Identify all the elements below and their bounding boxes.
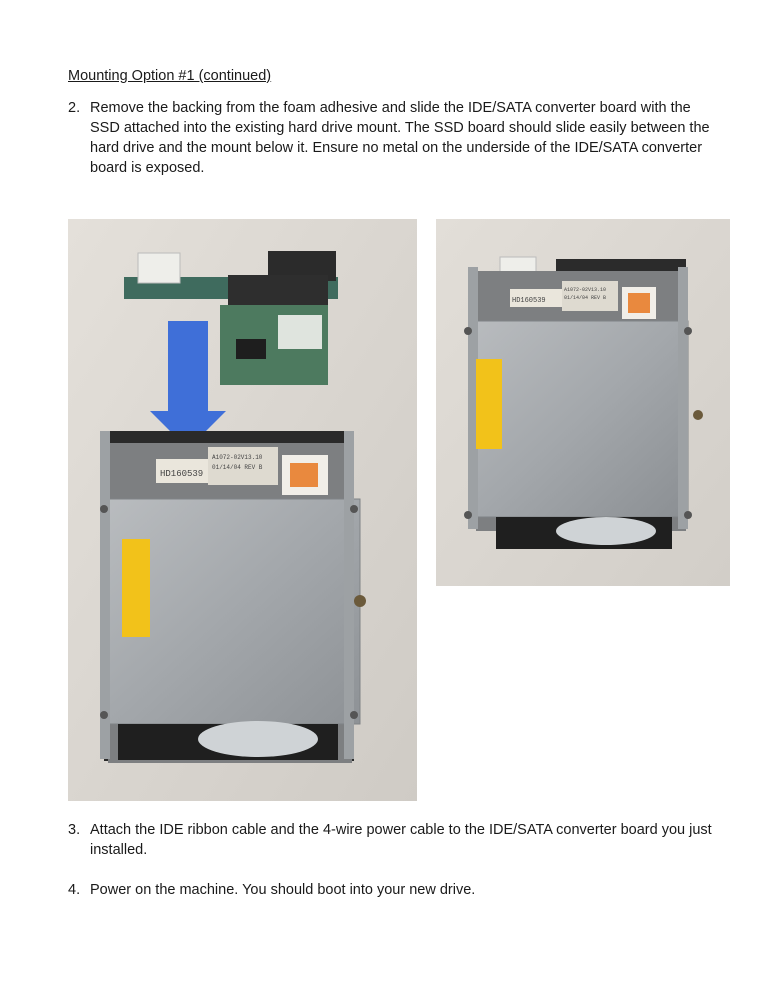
step-text: Remove the backing from the foam adhesive and slide the IDE/SATA converter board with the SSD attached into the existing hard drive mount. The SSD board should slide easily between the hard drive and the mount below it. Ensure no metal on the underside of the IDE/SATA converter board is exposed.: [90, 100, 710, 176]
hard-drive-mount: [464, 257, 703, 549]
section-heading: Mounting Option #1 (continued): [68, 68, 272, 84]
svg-text:A1072-02V13.10: A1072-02V13.10: [212, 454, 263, 461]
step-number: 3.: [68, 822, 81, 838]
svg-text:A1072-02V13.10: A1072-02V13.10: [564, 287, 607, 293]
svg-text:01/14/04 REV B: 01/14/04 REV B: [212, 464, 263, 471]
step-number: 2.: [68, 100, 81, 116]
photo-converter-install: [68, 219, 417, 801]
step-number: 4.: [68, 882, 81, 898]
step-text: Power on the machine. You should boot into your new drive.: [90, 882, 476, 898]
hard-drive-mount: [100, 431, 366, 763]
svg-text:01/14/04 REV B: 01/14/04 REV B: [564, 295, 607, 301]
step-text: Attach the IDE ribbon cable and the 4-wire power cable to the IDE/SATA converter board you just installed.: [90, 822, 712, 858]
photo-installed-drive: [436, 219, 730, 586]
svg-text:HD160539: HD160539: [160, 469, 204, 479]
svg-text:HD160539: HD160539: [512, 297, 546, 305]
